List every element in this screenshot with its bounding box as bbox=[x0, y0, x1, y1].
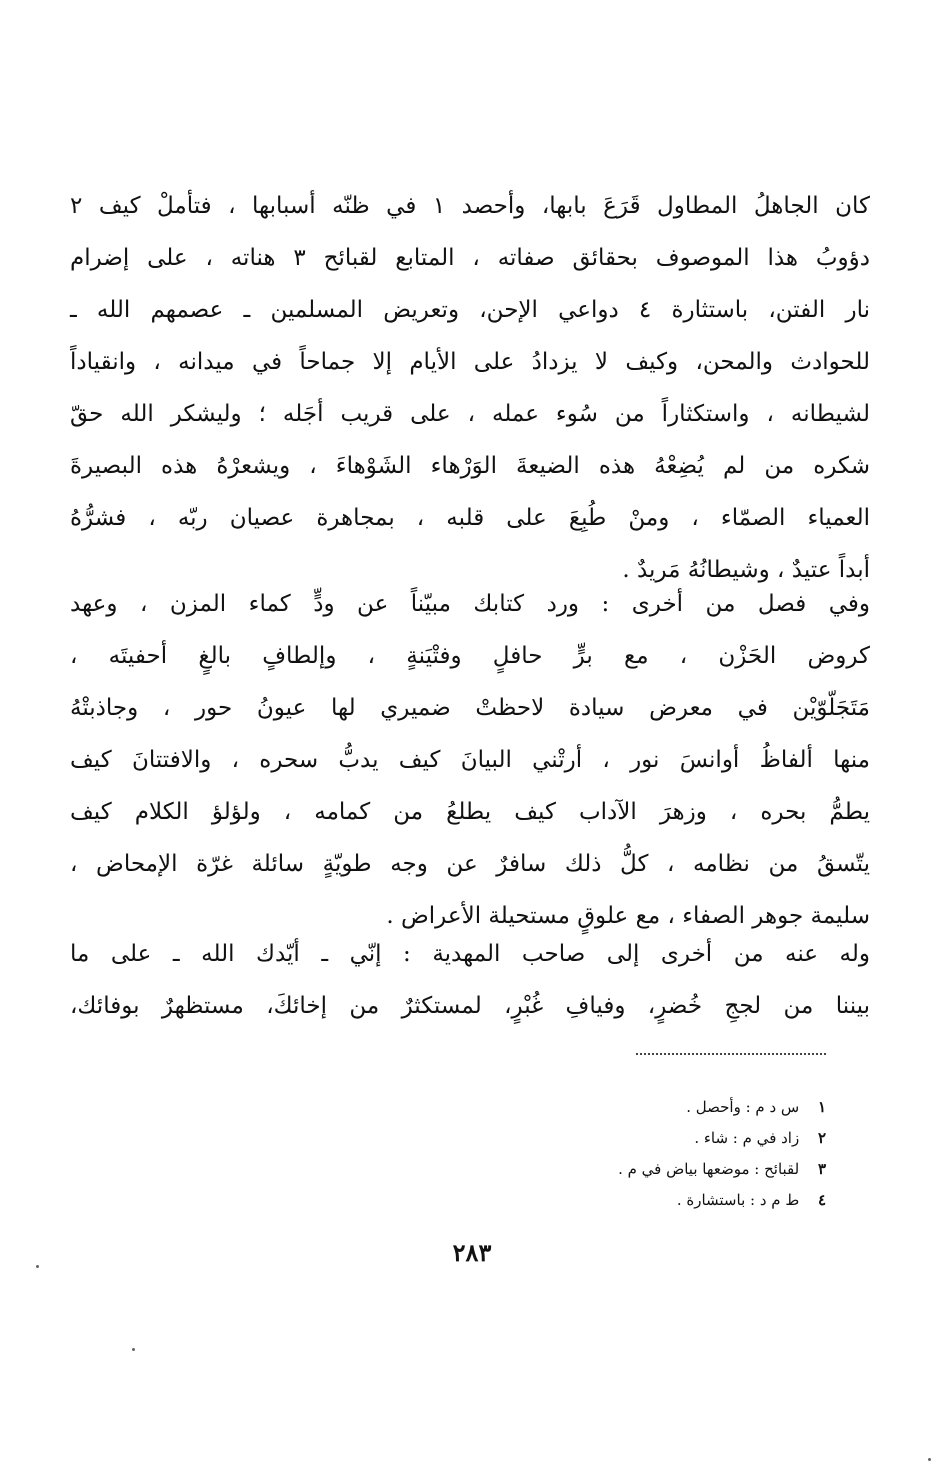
page-number: ٢٨٣ bbox=[452, 1238, 492, 1267]
text-line: يتّسقُ من نظامه ، كلُّ ذلك سافرٌ عن وجه طويّةٍ سائلة غرّة الإمحاض ، bbox=[70, 851, 870, 877]
text-line: أبداً عتيدٌ ، وشيطانُهُ مَريدٌ . bbox=[622, 557, 870, 583]
footnote-number: ٣ bbox=[817, 1160, 826, 1178]
text-line: بيننا من لججِ خُضرٍ، وفيافِ غُبْرٍ، لمستكثرٌ من إخائكَ، مستظهرٌ بوفائك، bbox=[70, 993, 870, 1019]
text-line: كروض الحَزْن ، مع برٍّ حافلٍ وفتْيَنةٍ ، وإلطافٍ بالغٍ أحفيتَه ، bbox=[70, 643, 870, 669]
paragraph-1 bbox=[70, 180, 870, 596]
footnote-text: لقبائح : موضعها بياض في م . bbox=[618, 1160, 800, 1178]
text-line: شكره من لم يُضِعْهُ هذه الضيعةَ الوَرْهاء الشَوْهاءَ ، ويشعرْهُ هذه البصيرةَ bbox=[70, 453, 870, 479]
scan-speck bbox=[36, 1265, 39, 1268]
footnote-number: ٢ bbox=[817, 1129, 826, 1147]
text-line: منها ألفاظُ أوانسَ نور ، أرتْني البيانَ كيف يدبُّ سحره ، والافتتانَ كيف bbox=[70, 747, 870, 773]
footnote bbox=[446, 1185, 826, 1216]
text-line: مَتَجَلّوّيْن في معرض سيادة لاحظتْ ضميري لها عيونُ حور ، وجاذبتْهُ bbox=[70, 695, 870, 721]
text-line: وله عنه من أخرى إلى صاحب المهدية : إنّي ـ أيّدك الله ـ على ما bbox=[70, 941, 870, 967]
text-line: العمياء الصمّاء ، ومنْ طُبِعَ على قلبه ، بمجاهرة عصيان ربّه ، فشرُّهُ bbox=[70, 505, 870, 531]
text-line: لشيطانه ، واستكثاراً من سُوء عمله ، على قريب أجَله ؛ وليشكر الله حقّ bbox=[70, 401, 870, 427]
text-line: كان الجاهلُ المطاول قَرَعَ بابها، وأحصد ١ في ظنّه أسبابها ، فتأملْ كيف ٢ bbox=[70, 193, 871, 219]
footnotes bbox=[446, 1092, 826, 1216]
paragraph-2 bbox=[70, 578, 870, 942]
footnote-text: ط م د : باستشارة . bbox=[676, 1191, 800, 1209]
footnote bbox=[446, 1092, 826, 1123]
footnote bbox=[446, 1154, 826, 1185]
scan-speck bbox=[928, 1458, 931, 1461]
text-line: نار الفتن، باستثارة ٤ دواعي الإحن، وتعريض المسلمين ـ عصمهم الله ـ bbox=[70, 297, 870, 323]
footnote-divider bbox=[636, 1053, 826, 1055]
footnote bbox=[446, 1123, 826, 1154]
footnote-number: ١ bbox=[817, 1098, 826, 1116]
text-line: للحوادث والمحن، وكيف لا يزدادُ على الأيام إلا جماحاً في ميدانه ، وانقياداً bbox=[70, 349, 870, 375]
text-line: دؤوبُ هذا الموصوف بحقائق صفاته ، المتابع لقبائح ٣ هناته ، على إضرام bbox=[70, 245, 870, 271]
scan-speck bbox=[132, 1348, 135, 1351]
text-line: وفي فصل من أخرى : ورد كتابك مبيّناً عن ودٍّ كماء المزن ، وعهد bbox=[70, 591, 870, 617]
footnote-text: زاد في م : شاء . bbox=[694, 1129, 800, 1147]
footnote-text: س د م : وأحصل . bbox=[686, 1098, 800, 1116]
text-line: سليمة جوهر الصفاء ، مع علوقٍ مستحيلة الأعراض . bbox=[386, 903, 870, 929]
paragraph-3 bbox=[70, 928, 870, 1032]
footnote-number: ٤ bbox=[817, 1191, 826, 1209]
text-line: يطمُّ بحره ، وزهرَ الآداب كيف يطلعُ من كمامه ، ولؤلؤ الكلام كيف bbox=[70, 799, 870, 825]
